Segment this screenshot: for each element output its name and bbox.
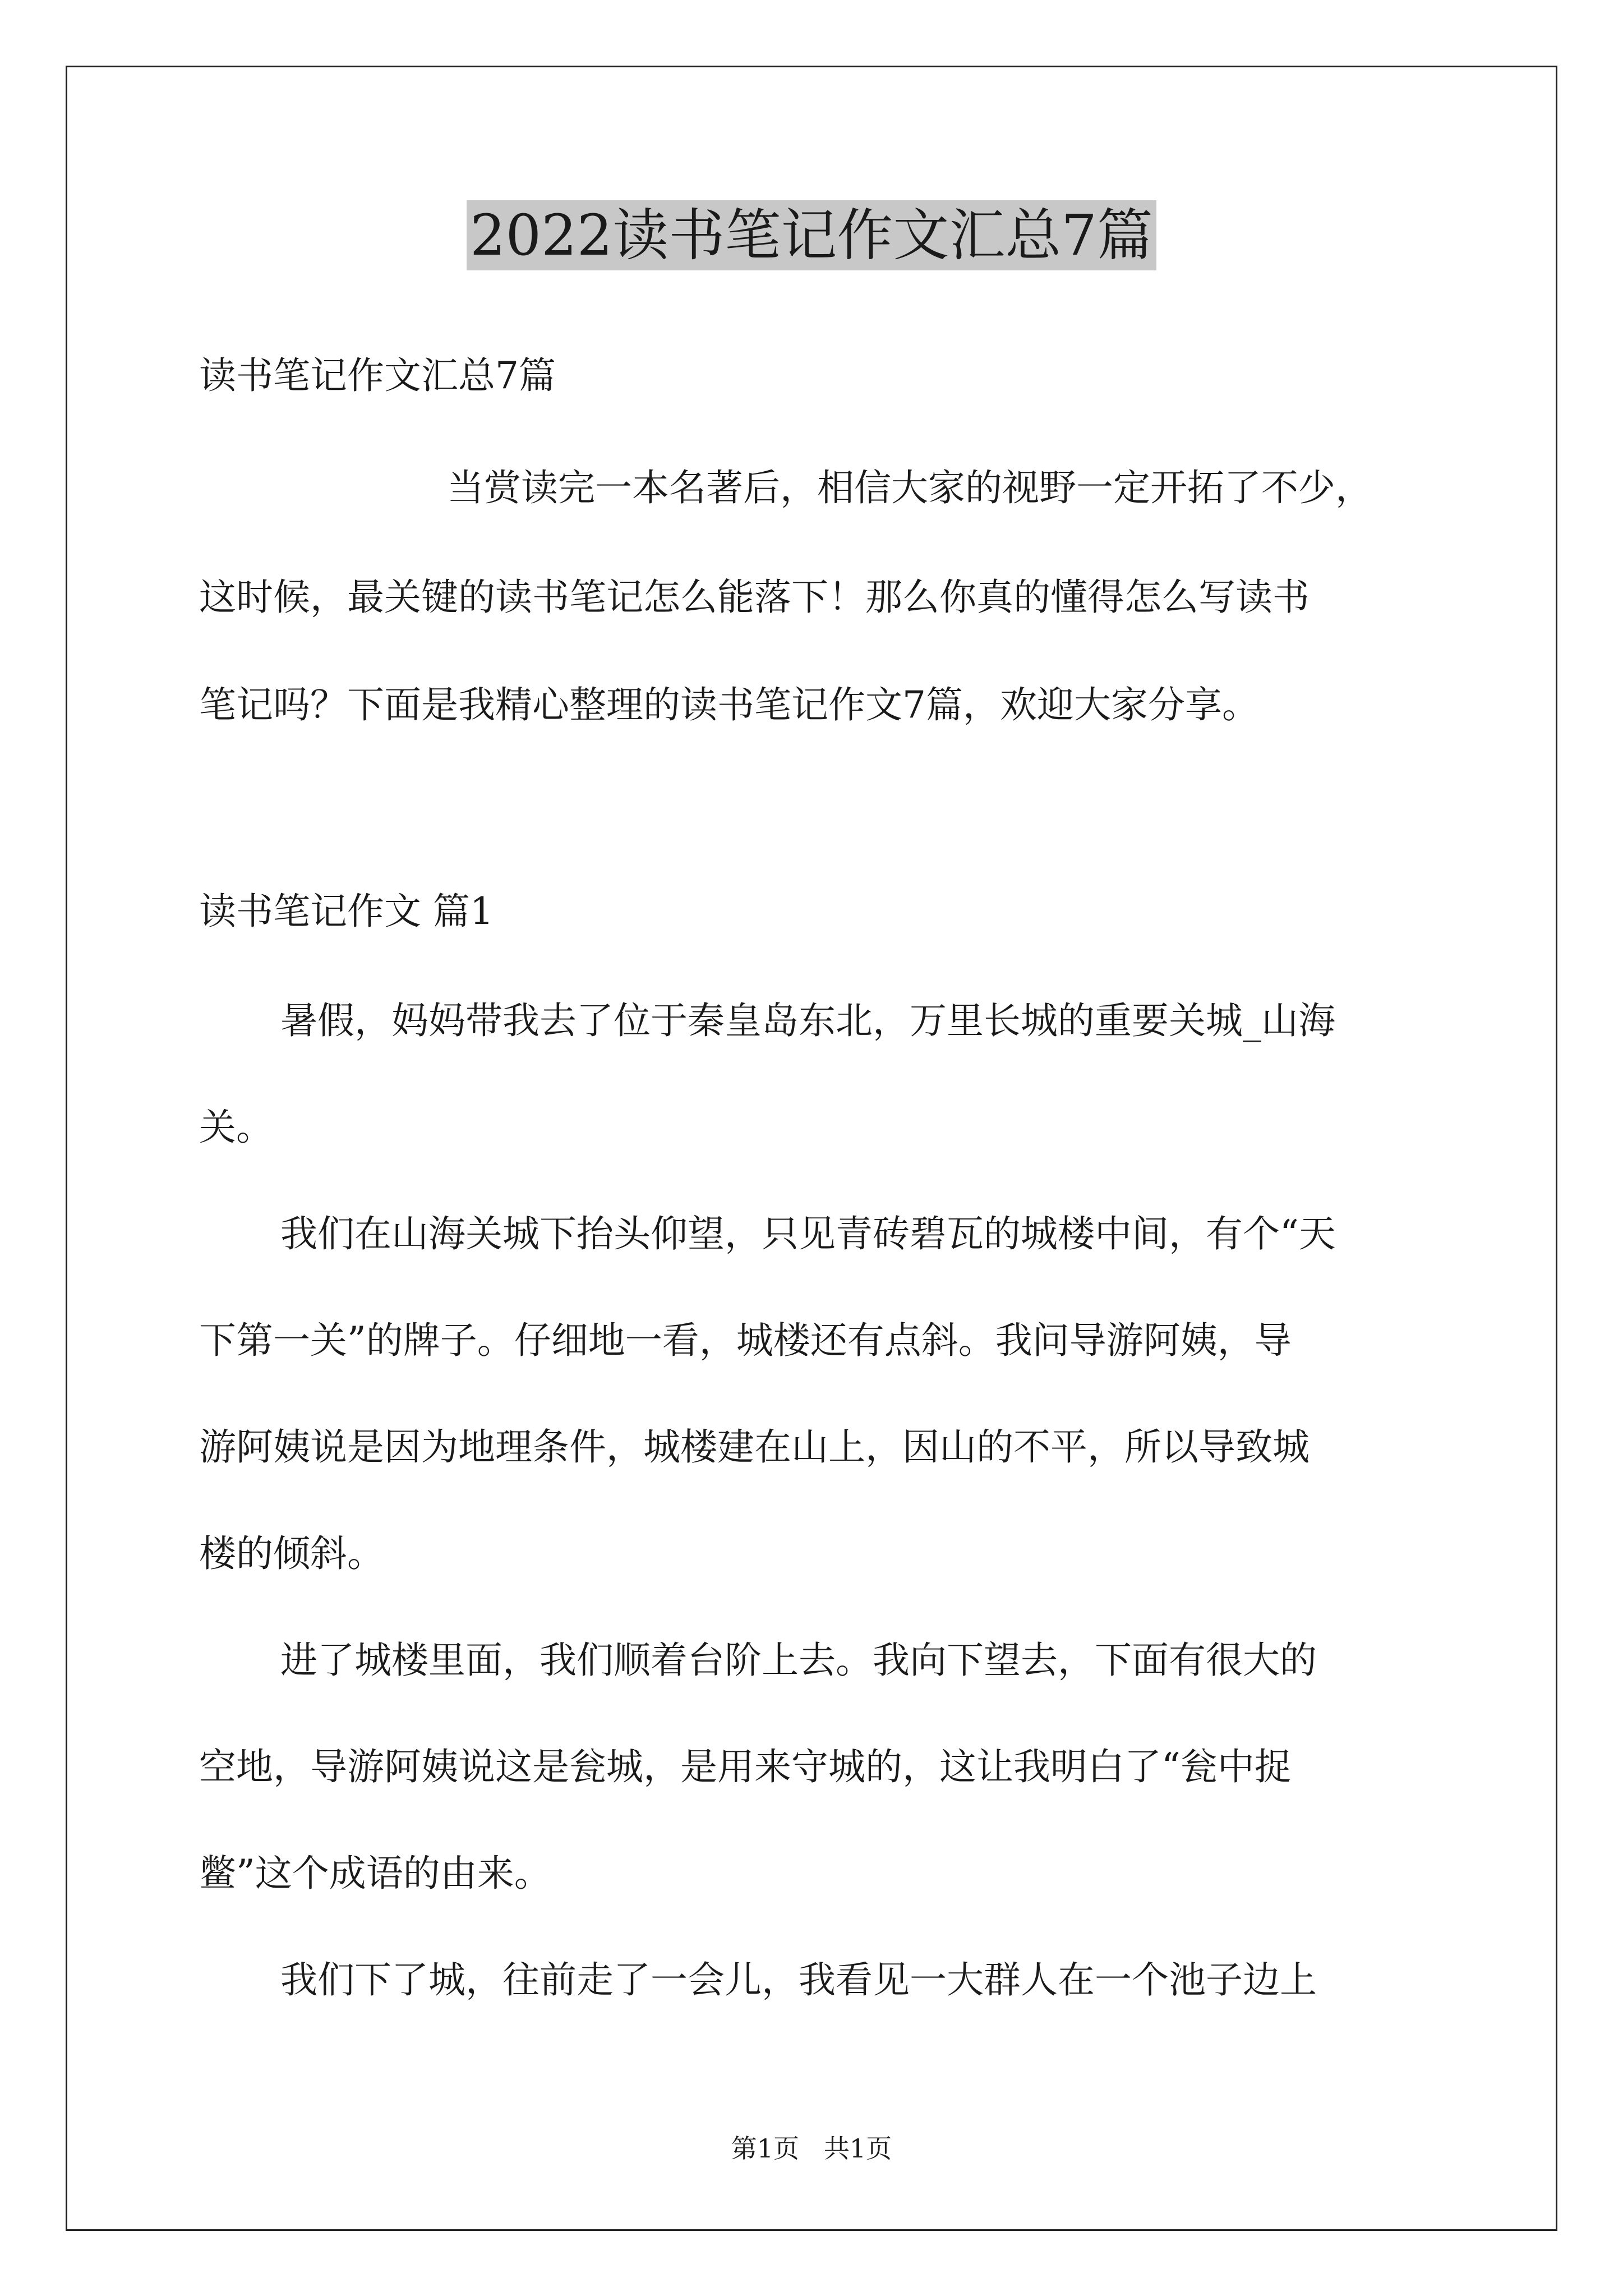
body-line-1: 暑假，妈妈带我去了位于秦皇岛东北，万里长城的重要关城_山海 [280, 999, 1335, 1042]
body-line-5: 游阿姨说是因为地理条件，城楼建在山上，因山的不平，所以导致城 [199, 1425, 1310, 1469]
document-subtitle: 读书笔记作文汇总7篇 [199, 354, 556, 397]
section-heading: 读书笔记作文 篇1 [199, 890, 494, 933]
body-line-7: 进了城楼里面，我们顺着台阶上去。我向下望去，下面有很大的 [280, 1639, 1317, 1682]
body-line-3: 我们在山海关城下抬头仰望，只见青砖碧瓦的城楼中间，有个“天 [280, 1212, 1336, 1255]
intro-line-1: 当赏读完一本名著后，相信大家的视野一定开拓了不少， [447, 466, 1372, 509]
intro-line-2: 这时候，最关键的读书笔记怎么能落下！那么你真的懂得怎么写读书 [199, 576, 1310, 619]
body-line-9: 鳖”这个成语的由来。 [199, 1852, 551, 1895]
page-footer: 第1页 共1页 [731, 2133, 892, 2164]
intro-line-3: 笔记吗？下面是我精心整理的读书笔记作文7篇，欢迎大家分享。 [199, 683, 1259, 726]
body-line-8: 空地，导游阿姨说这是瓮城，是用来守城的，这让我明白了“瓮中捉 [199, 1745, 1292, 1788]
document-title [0, 196, 1623, 275]
body-line-2: 关。 [199, 1106, 273, 1149]
body-line-6: 楼的倾斜。 [199, 1532, 384, 1575]
body-line-4: 下第一关”的牌子。仔细地一看，城楼还有点斜。我问导游阿姨，导 [199, 1319, 1292, 1362]
document-title-text: 2022读书笔记作文汇总7篇 [467, 200, 1156, 270]
body-line-10: 我们下了城，往前走了一会儿，我看见一大群人在一个池子边上 [280, 1958, 1317, 2001]
